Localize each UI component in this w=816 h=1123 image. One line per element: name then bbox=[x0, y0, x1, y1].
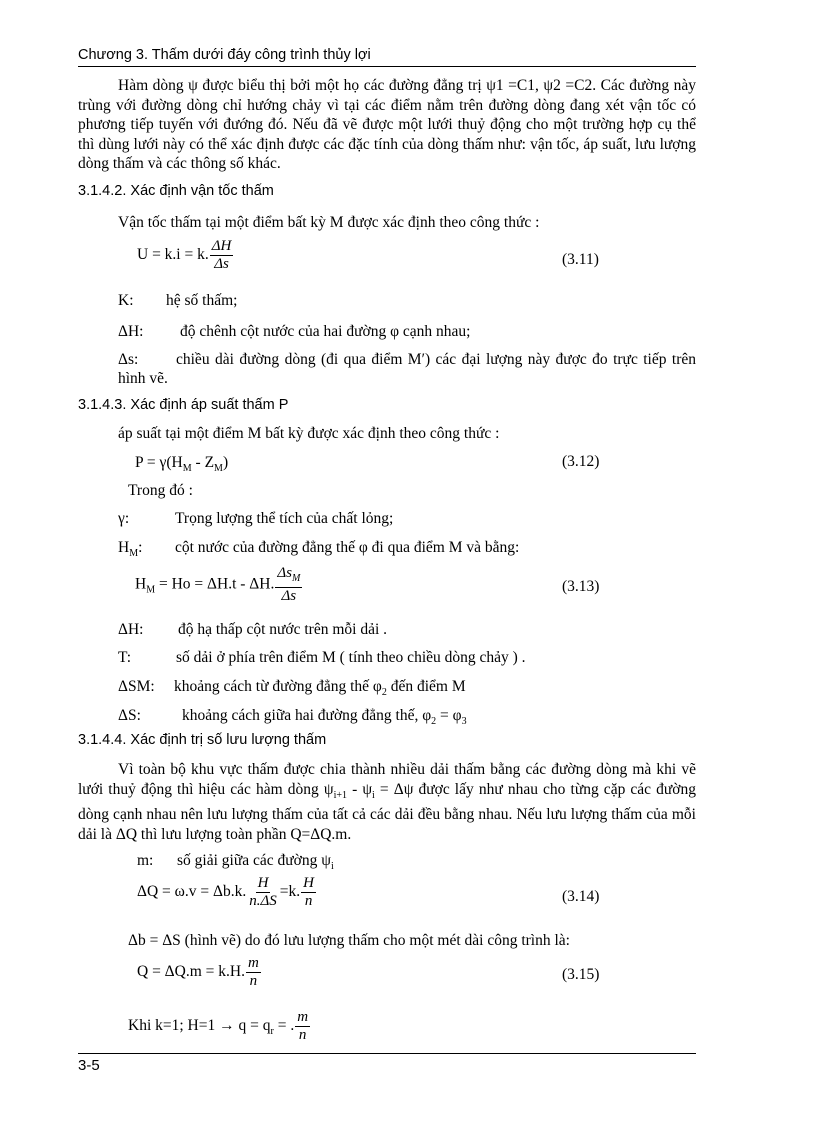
eq-3-12-end: ) bbox=[222, 454, 229, 471]
def-dh-drop bbox=[118, 620, 736, 639]
equation-3-13 bbox=[135, 565, 753, 605]
final-line-a: Khi k=1; H=1 → q = q bbox=[128, 1017, 271, 1035]
def-dh-drop-text: độ hạ thấp cột nước trên mỗi dải . bbox=[178, 621, 388, 638]
def-ds-term: Δs: bbox=[118, 351, 139, 368]
def-hm-sub: M bbox=[129, 548, 139, 560]
eq-3-13-num-sub: M bbox=[291, 573, 301, 584]
equation-3-14 bbox=[137, 875, 755, 910]
def-m-sub: i bbox=[330, 861, 334, 873]
velocity-intro: Vận tốc thấm tại một điểm bất kỳ M được xác định theo công thức : bbox=[118, 214, 540, 231]
equation-3-15 bbox=[137, 955, 755, 990]
def-ds-iso-sub2: 3 bbox=[461, 716, 467, 728]
eq-3-13-fraction bbox=[275, 565, 302, 605]
def-ds-iso-sub1: 2 bbox=[431, 716, 437, 728]
def-m-term: m: bbox=[137, 852, 154, 869]
def-ds-iso bbox=[118, 706, 736, 731]
intro-paragraph: Hàm dòng ψ được biểu thị bởi một họ các đường đẳng trị ψ1 =C1, ψ2 =C2. Các đường này trùng với đường dòng chỉ hướng chảy vì tại các điểm nằm trên đường dòng đang xét vận tốc có phương tiếp tuyến với đướng đó. Nếu đã vẽ được một lưới thuỷ động cho một trường hợp cụ thể thì dùng lưới này có thể xác định được các đặc tính của dòng thấm như: vận tốc, áp suất, lưu lượng dòng thấm và các thông số khác. bbox=[78, 77, 696, 172]
def-m-text: số giải giữa các đường ψ bbox=[177, 852, 331, 869]
eq-3-14-den1: n.ΔS bbox=[249, 893, 277, 909]
def-t bbox=[118, 648, 736, 667]
equation-3-12 bbox=[135, 453, 753, 478]
final-line-den: n bbox=[298, 1027, 307, 1043]
eq-3-14-den2: n bbox=[304, 893, 313, 909]
def-ds-iso-text: khoảng cách giữa hai đường đẳng thế, φ bbox=[182, 707, 432, 724]
def-ds-iso-term: ΔS: bbox=[118, 707, 141, 724]
eq-3-12-sub2: M bbox=[214, 463, 223, 475]
eq-3-12-mid: - Z bbox=[191, 454, 215, 471]
eq-3-13-denominator: Δs bbox=[281, 588, 297, 604]
def-dsm-end: đến điểm M bbox=[386, 678, 466, 695]
def-ds-iso-mid: = φ bbox=[436, 707, 462, 724]
def-dsm-term: ΔSM: bbox=[118, 678, 155, 695]
eq-3-14-a: ΔQ = ω.v = Δb.k. bbox=[137, 883, 247, 901]
def-hm-h: H bbox=[118, 539, 130, 556]
discharge-block bbox=[78, 760, 696, 844]
def-dsm bbox=[118, 677, 736, 702]
discharge-para-b: - ψ bbox=[346, 780, 373, 798]
final-line-sub: r bbox=[270, 1026, 274, 1038]
eq-3-13-num-text: Δs bbox=[277, 565, 292, 581]
pressure-intro: áp suất tại một điểm M bất kỳ được xác định theo công thức : bbox=[118, 425, 500, 442]
eq-3-13-numerator bbox=[275, 565, 302, 588]
def-dh-term: ΔH: bbox=[118, 323, 144, 340]
eq-3-12-sub1: M bbox=[182, 463, 192, 475]
eq-3-15-num: m bbox=[247, 955, 259, 971]
def-k-text: hệ số thấm; bbox=[166, 292, 238, 309]
eq-3-15-a: Q = ΔQ.m = k.H. bbox=[137, 963, 245, 981]
def-gamma-term: γ: bbox=[118, 510, 130, 527]
final-line-fraction bbox=[295, 1009, 310, 1044]
def-gamma bbox=[118, 509, 736, 528]
final-line bbox=[128, 1009, 746, 1044]
footer-rule bbox=[78, 1053, 696, 1054]
def-k bbox=[118, 291, 736, 310]
eq-3-15-den: n bbox=[249, 973, 258, 989]
def-dsm-sub: 2 bbox=[381, 687, 387, 699]
equation-number-3-12: (3.12) bbox=[562, 453, 600, 470]
discharge-paragraph bbox=[78, 760, 696, 844]
final-line-num: m bbox=[297, 1009, 309, 1025]
discharge-para-c: = Δψ được lấy như nhau cho từng cặp các đường dòng cạnh nhau nên lưu lượng thấm của tất cả các dải đều bằng nhau. Nếu lưu lượng thấm của mỗi dải là ΔQ thì lưu lượng toàn phần Q=ΔQ.m. bbox=[78, 780, 696, 843]
equation-number-3-15: (3.15) bbox=[562, 966, 600, 983]
eq-3-12-a: P = γ(H bbox=[135, 454, 183, 471]
def-hm-text: cột nước của đường đẳng thế φ đi qua điểm M và bằng: bbox=[175, 539, 520, 556]
eq-3-14-num1: H bbox=[257, 875, 269, 891]
eq-3-11-numerator: ΔH bbox=[211, 238, 232, 254]
eq-3-13-b: = Ho = ΔH.t - ΔH. bbox=[155, 575, 275, 593]
eq-3-14-num2: H bbox=[303, 875, 314, 891]
equation-3-11 bbox=[137, 238, 755, 273]
def-ds bbox=[118, 350, 696, 388]
def-dh-drop-term: ΔH: bbox=[118, 621, 144, 638]
intro-block bbox=[78, 76, 696, 174]
def-k-term: K: bbox=[118, 292, 134, 309]
def-dh-text: độ chênh cột nước của hai đường φ cạnh nhau; bbox=[180, 323, 471, 340]
eq-3-13-h: H bbox=[135, 575, 147, 593]
discharge-para-a: Vì toàn bộ khu vực thấm được chia thành nhiều dải thấm bằng các đường dòng mà khi vẽ lưới thuỷ động thì hiệu các hàm dòng ψ bbox=[78, 761, 696, 798]
eq-3-11-denominator: Δs bbox=[214, 256, 229, 272]
def-t-term: T: bbox=[118, 649, 132, 666]
eq-3-11-fraction bbox=[210, 238, 234, 273]
page-header: Chương 3. Thấm dưới đáy công trình thủy lợi bbox=[78, 47, 696, 67]
section-heading-discharge: 3.1.4.4. Xác định trị số lưu lượng thấm bbox=[78, 732, 327, 748]
def-gamma-text: Trọng lượng thể tích của chất lỏng; bbox=[175, 510, 394, 527]
eq-3-14-fraction-1 bbox=[247, 875, 279, 910]
equation-number-3-13: (3.13) bbox=[562, 578, 600, 595]
eq-3-15-fraction bbox=[246, 955, 261, 990]
final-line-b: = . bbox=[273, 1017, 295, 1035]
equation-number-3-11: (3.11) bbox=[562, 251, 599, 268]
eq-3-14-fraction-2 bbox=[301, 875, 316, 910]
discharge-para-sub1: i+1 bbox=[333, 789, 347, 801]
section-heading-pressure: 3.1.4.3. Xác định áp suất thấm P bbox=[78, 397, 289, 413]
db-line: Δb = ΔS (hình vẽ) do đó lưu lượng thấm cho một mét dài công trình là: bbox=[128, 932, 570, 949]
def-ds-text: chiều dài đường dòng (đi qua điểm M′) các đại lượng này được đo trực tiếp trên hình vẽ. bbox=[118, 351, 696, 387]
eq-3-11-left: U = k.i = k. bbox=[137, 246, 209, 264]
eq-3-13-sub: M bbox=[146, 584, 156, 596]
def-dh bbox=[118, 322, 736, 341]
def-hm-term bbox=[118, 538, 175, 563]
def-hm-colon: : bbox=[138, 539, 143, 556]
where-label: Trong đó : bbox=[128, 482, 193, 499]
equation-number-3-14: (3.14) bbox=[562, 888, 600, 905]
def-hm bbox=[118, 538, 736, 563]
page-number: 3-5 bbox=[78, 1057, 100, 1074]
def-t-text: số dải ở phía trên điểm M ( tính theo chiều dòng chảy ) . bbox=[176, 649, 526, 666]
discharge-para-sub2: i bbox=[372, 789, 375, 801]
def-dsm-text: khoảng cách từ đường đẳng thế φ bbox=[174, 678, 382, 695]
def-m bbox=[137, 851, 755, 876]
eq-3-14-b: =k. bbox=[279, 883, 301, 901]
section-heading-velocity: 3.1.4.2. Xác định vận tốc thấm bbox=[78, 183, 274, 199]
